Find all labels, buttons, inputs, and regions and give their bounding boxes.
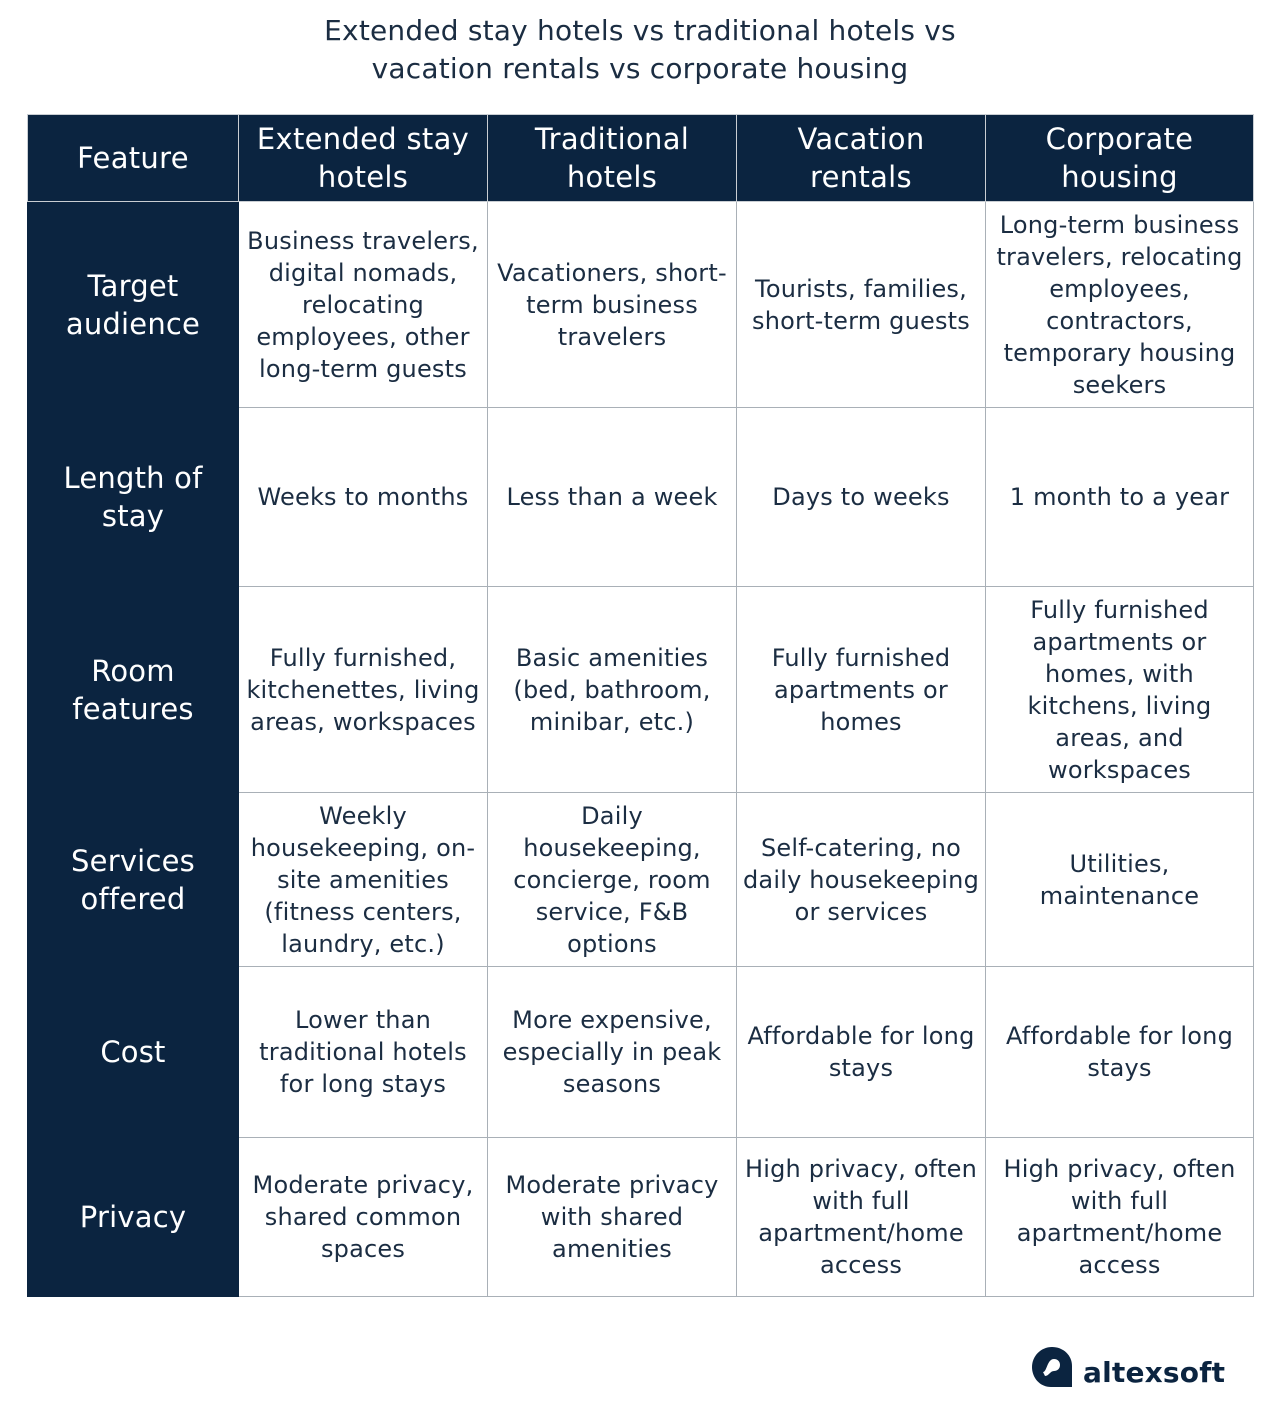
table-row [28, 1138, 1254, 1297]
table-cell: Business travelers, digital nomads, relocating employees, other long-term guests [239, 202, 488, 408]
row-label: Room features [28, 587, 239, 793]
table-cell: Fully furnished, kitchenettes, living areas, workspaces [239, 587, 488, 793]
table-cell: Lower than traditional hotels for long stays [239, 967, 488, 1138]
title-line-2: vacation rentals vs corporate housing [371, 52, 909, 85]
table-cell: High privacy, often with full apartment/home access [986, 1138, 1254, 1297]
row-label: Target audience [28, 202, 239, 408]
table-cell: Moderate privacy with shared amenities [488, 1138, 737, 1297]
header-vacation-rentals: Vacation rentals [737, 115, 986, 202]
header-extended-stay-hotels: Extended stay hotels [239, 115, 488, 202]
table-cell: Less than a week [488, 408, 737, 587]
table-cell: Vacationers, short-term business travelers [488, 202, 737, 408]
row-label: Length of stay [28, 408, 239, 587]
table-cell: Basic amenities (bed, bathroom, minibar, etc.) [488, 587, 737, 793]
table-cell: 1 month to a year [986, 408, 1254, 587]
table-row [28, 408, 1254, 587]
table-cell: Moderate privacy, shared common spaces [239, 1138, 488, 1297]
header-traditional-hotels: Traditional hotels [488, 115, 737, 202]
header-feature: Feature [28, 115, 239, 202]
comparison-table [27, 114, 1254, 1297]
table-cell: Fully furnished apartments or homes [737, 587, 986, 793]
table-cell: Tourists, families, short-term guests [737, 202, 986, 408]
table-cell: Affordable for long stays [986, 967, 1254, 1138]
table-row [28, 793, 1254, 967]
brand-logo [1030, 1343, 1225, 1391]
table-row [28, 967, 1254, 1138]
brand-name: altexsoft [1083, 1355, 1226, 1389]
table-cell: Fully furnished apartments or homes, with kitchens, living areas, and workspaces [986, 587, 1254, 793]
table-cell: Utilities, maintenance [986, 793, 1254, 967]
row-label: Cost [28, 967, 239, 1138]
table-cell: Affordable for long stays [737, 967, 986, 1138]
table-row [28, 587, 1254, 793]
table-cell: Days to weeks [737, 408, 986, 587]
table-cell: Long-term business travelers, relocating employees, contractors, temporary housing seekers [986, 202, 1254, 408]
altexsoft-logo-icon [1030, 1345, 1074, 1389]
table-cell: Weekly housekeeping, on-site amenities (fitness centers, laundry, etc.) [239, 793, 488, 967]
title-line-1: Extended stay hotels vs traditional hotels vs [324, 14, 956, 47]
row-label: Services offered [28, 793, 239, 967]
table-cell: More expensive, especially in peak seasons [488, 967, 737, 1138]
header-corporate-housing: Corporate housing [986, 115, 1254, 202]
table-cell: High privacy, often with full apartment/home access [737, 1138, 986, 1297]
row-label: Privacy [28, 1138, 239, 1297]
table-row [28, 202, 1254, 408]
table-cell: Daily housekeeping, concierge, room service, F&B options [488, 793, 737, 967]
page-title [0, 12, 1280, 88]
table-cell: Self-catering, no daily housekeeping or services [737, 793, 986, 967]
table-cell: Weeks to months [239, 408, 488, 587]
table-header-row [28, 115, 1254, 202]
